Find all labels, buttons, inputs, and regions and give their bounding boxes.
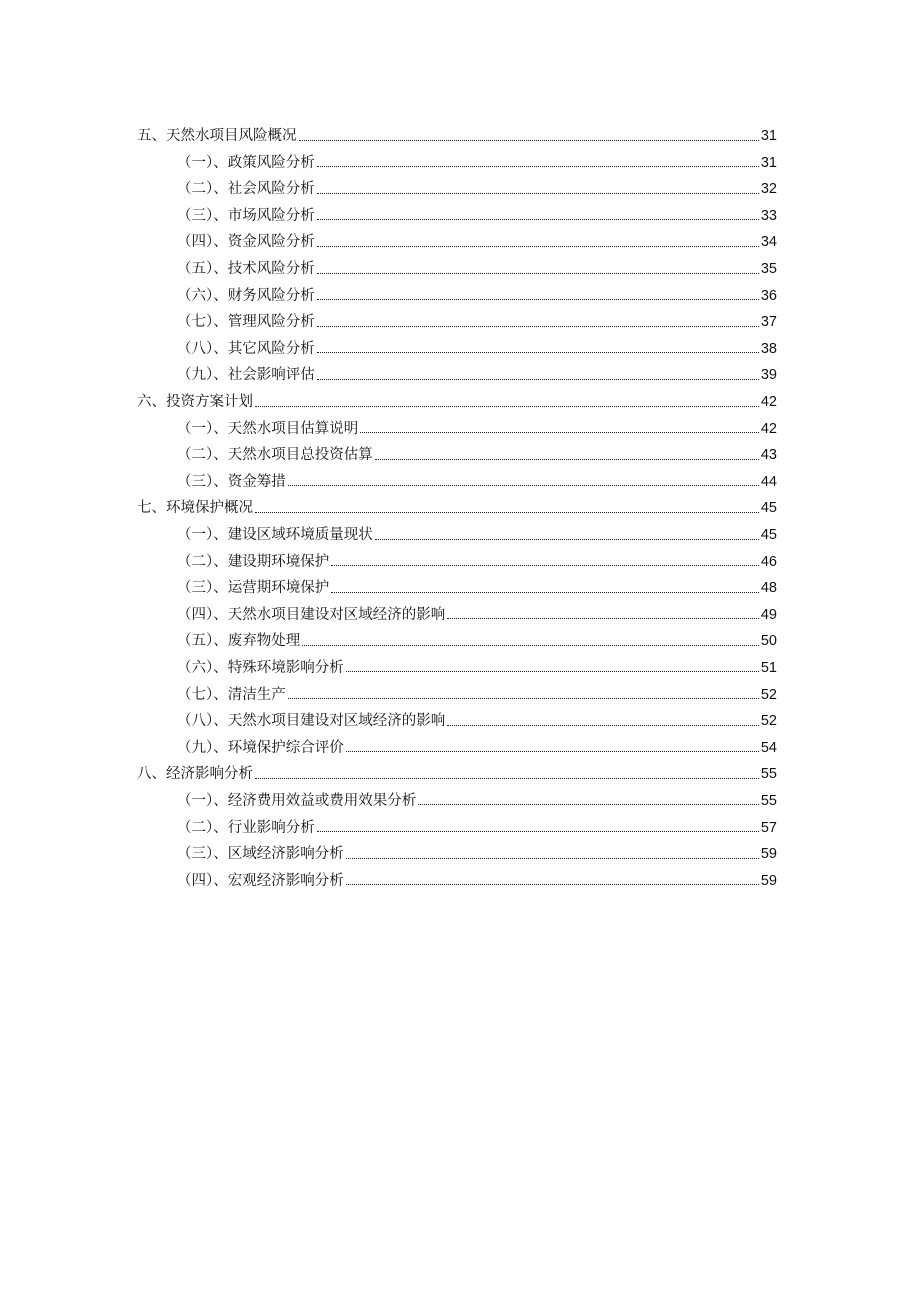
toc-entry-page: 38	[760, 340, 777, 357]
dot-leader	[375, 539, 759, 540]
toc-entry-title: （一）、经济费用效益或费用效果分析	[177, 792, 417, 809]
toc-entry-page: 43	[760, 447, 777, 464]
toc-entry-page: 52	[760, 686, 777, 703]
dot-leader	[288, 485, 759, 486]
dot-leader	[317, 831, 759, 832]
toc-entry[interactable]	[137, 172, 777, 199]
dot-leader	[331, 592, 759, 593]
toc-entry-page: 32	[760, 181, 777, 198]
toc-entry-title: （二）、行业影响分析	[177, 819, 315, 836]
toc-entry-page: 45	[760, 500, 777, 517]
toc-entry-title: （二）、社会风险分析	[177, 181, 315, 198]
toc-entry-page: 39	[760, 367, 777, 384]
dot-leader	[317, 379, 759, 380]
toc-entry-page: 42	[760, 394, 777, 411]
dot-leader	[317, 299, 759, 300]
dot-leader	[317, 352, 759, 353]
toc-entry-title: （五）、废弃物处理	[177, 633, 301, 650]
dot-leader	[360, 432, 759, 433]
dot-leader	[346, 671, 759, 672]
toc-entry[interactable]	[137, 864, 777, 891]
dot-leader	[447, 618, 759, 619]
toc-entry-page: 52	[760, 713, 777, 730]
toc-entry-title: （四）、资金风险分析	[177, 234, 315, 251]
toc-entry-section-8[interactable]	[137, 757, 777, 784]
dot-leader	[447, 725, 759, 726]
toc-entry-title: （二）、天然水项目总投资估算	[177, 447, 373, 464]
dot-leader	[255, 512, 759, 513]
dot-leader	[255, 406, 759, 407]
toc-entry-title: （四）、宏观经济影响分析	[177, 872, 344, 889]
toc-entry[interactable]	[137, 465, 777, 492]
toc-entry[interactable]	[137, 305, 777, 332]
toc-entry[interactable]	[137, 784, 777, 811]
toc-entry[interactable]	[137, 704, 777, 731]
toc-entry[interactable]	[137, 545, 777, 572]
toc-entry[interactable]	[137, 279, 777, 306]
dot-leader	[331, 565, 759, 566]
toc-entry[interactable]	[137, 810, 777, 837]
toc-entry-title: （九）、社会影响评估	[177, 367, 315, 384]
toc-entry-title: （三）、市场风险分析	[177, 207, 315, 224]
dot-leader	[302, 645, 759, 646]
toc-entry[interactable]	[137, 571, 777, 598]
toc-entry-page: 55	[760, 766, 777, 783]
toc-entry[interactable]	[137, 624, 777, 651]
toc-entry-page: 59	[760, 846, 777, 863]
toc-entry-section-7[interactable]	[137, 491, 777, 518]
toc-entry-section-6[interactable]	[137, 385, 777, 412]
toc-entry-page: 37	[760, 314, 777, 331]
toc-entry[interactable]	[137, 199, 777, 226]
toc-entry[interactable]	[137, 146, 777, 173]
toc-entry-page: 50	[760, 633, 777, 650]
toc-entry-title: （一）、政策风险分析	[177, 154, 315, 171]
toc-entry-page: 49	[760, 606, 777, 623]
toc-entry-title: （八）、天然水项目建设对区域经济的影响	[177, 713, 446, 730]
toc-entry-title: （五）、技术风险分析	[177, 261, 315, 278]
toc-entry[interactable]	[137, 651, 777, 678]
toc-entry-title: （六）、财务风险分析	[177, 287, 315, 304]
toc-entry-section-5[interactable]	[137, 119, 777, 146]
toc-entry-page: 31	[760, 154, 777, 171]
toc-entry-title: 八、经济影响分析	[137, 766, 253, 783]
dot-leader	[346, 751, 759, 752]
toc-entry[interactable]	[137, 332, 777, 359]
dot-leader	[317, 193, 759, 194]
dot-leader	[317, 166, 759, 167]
toc-entry-title: （二）、建设期环境保护	[177, 553, 330, 570]
toc-entry-title: （六）、特殊环境影响分析	[177, 659, 344, 676]
toc-entry-title: （一）、天然水项目估算说明	[177, 420, 359, 437]
dot-leader	[288, 698, 759, 699]
toc-entry-page: 42	[760, 420, 777, 437]
table-of-contents	[137, 119, 777, 890]
toc-entry-page: 33	[760, 207, 777, 224]
toc-entry[interactable]	[137, 252, 777, 279]
toc-entry[interactable]	[137, 438, 777, 465]
toc-entry-title: （四）、天然水项目建设对区域经济的影响	[177, 606, 446, 623]
toc-entry-page: 59	[760, 872, 777, 889]
toc-entry-title: （七）、清洁生产	[177, 686, 286, 703]
toc-entry[interactable]	[137, 837, 777, 864]
toc-entry-title: （八）、其它风险分析	[177, 340, 315, 357]
toc-entry-title: （九）、环境保护综合评价	[177, 739, 344, 756]
toc-entry-page: 35	[760, 261, 777, 278]
toc-entry-page: 57	[760, 819, 777, 836]
toc-entry[interactable]	[137, 677, 777, 704]
toc-entry[interactable]	[137, 225, 777, 252]
toc-entry-page: 46	[760, 553, 777, 570]
toc-entry-title: （三）、区域经济影响分析	[177, 846, 344, 863]
toc-entry-page: 36	[760, 287, 777, 304]
dot-leader	[346, 858, 759, 859]
dot-leader	[299, 140, 759, 141]
toc-entry-page: 55	[760, 792, 777, 809]
toc-entry-title: 七、环境保护概况	[137, 500, 253, 517]
dot-leader	[317, 246, 759, 247]
dot-leader	[418, 804, 759, 805]
toc-entry-page: 51	[760, 659, 777, 676]
toc-entry[interactable]	[137, 731, 777, 758]
toc-entry-page: 54	[760, 739, 777, 756]
toc-entry[interactable]	[137, 358, 777, 385]
dot-leader	[255, 778, 759, 779]
toc-entry-page: 34	[760, 234, 777, 251]
toc-entry[interactable]	[137, 518, 777, 545]
toc-entry-page: 45	[760, 527, 777, 543]
toc-entry[interactable]	[137, 412, 777, 439]
toc-entry-page: 48	[760, 580, 777, 597]
toc-entry-title: （七）、管理风险分析	[177, 314, 315, 331]
toc-entry-title: （三）、运营期环境保护	[177, 580, 330, 597]
dot-leader	[375, 459, 759, 460]
toc-entry-title: （三）、资金筹措	[177, 473, 286, 490]
toc-entry-page: 44	[760, 473, 777, 490]
dot-leader	[346, 884, 759, 885]
toc-entry-title: 六、投资方案计划	[137, 394, 253, 411]
toc-entry-title: （一）、建设区域环境质量现状	[177, 527, 373, 543]
dot-leader	[317, 326, 759, 327]
toc-entry[interactable]	[137, 598, 777, 625]
toc-entry-title: 五、天然水项目风险概况	[137, 128, 297, 145]
toc-entry-page: 31	[760, 128, 777, 145]
dot-leader	[317, 273, 759, 274]
dot-leader	[317, 219, 759, 220]
